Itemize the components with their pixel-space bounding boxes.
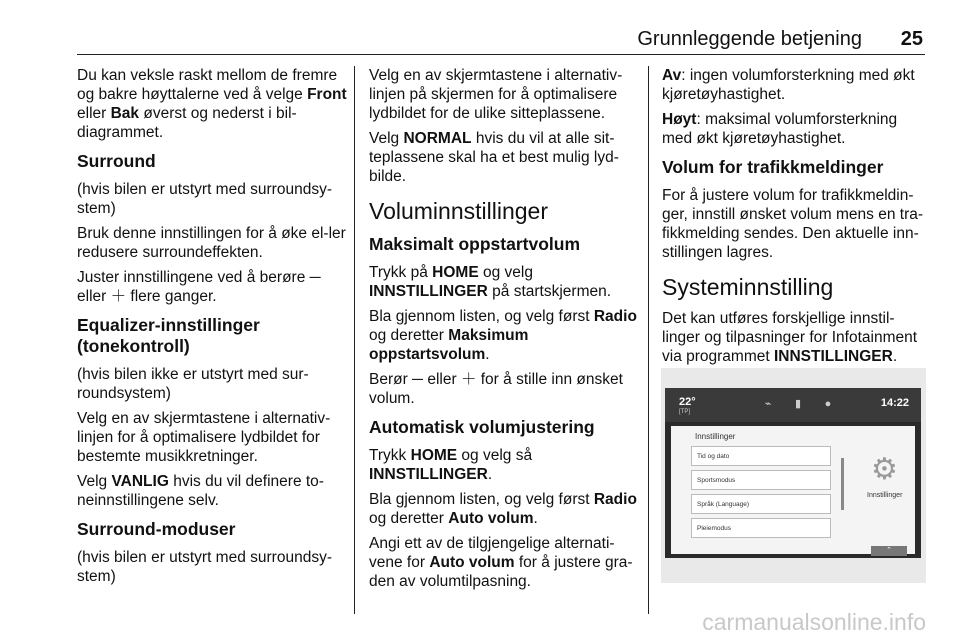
watermark: carmanualsonline.info <box>702 609 926 635</box>
paragraph-traffic: For å justere volum for trafikkmeldin-ger, innstill ønsket volum mens en tra-fikkmelding sendes. Den aktuelle inn-stillingen lagres. <box>662 187 924 261</box>
list-item: Sportsmodus <box>691 470 831 490</box>
paragraph-surround-effect: Bruk denne innstillingen for å øke el-ler redusere surroundeffekten. <box>77 225 346 261</box>
heading-system-settings: Systeminnstilling <box>662 274 834 300</box>
heading-volume-settings: Voluminnstillinger <box>369 198 548 224</box>
temperature-readout: 22° <box>679 396 696 408</box>
paragraph-auto-list: Bla gjennom listen, og velg først Radio og deretter Auto volum. <box>369 491 637 527</box>
header-rule <box>77 54 925 55</box>
column-divider-1 <box>354 66 355 614</box>
paragraph-eq-vanlig: Velg VANLIG hvis du vil definere to-neinnstillingene selv. <box>77 473 324 509</box>
gear-label: Innstillinger <box>867 492 903 499</box>
info-icon: ● <box>824 398 832 410</box>
paragraph-max-touch: Berør ─ eller ＋ for å stille inn ønsket volum. <box>369 371 623 407</box>
heading-surround: Surround <box>77 151 156 171</box>
list-item: Tid og dato <box>691 446 831 466</box>
panel-title: Innstillinger <box>695 432 736 441</box>
paragraph-surround-modes-condition: (hvis bilen er utstyrt med surroundsy-stem) <box>77 549 332 585</box>
gear-icon: ⚙ <box>871 453 898 486</box>
paragraph-normal: Velg NORMAL hvis du vil at alle sit-teplassene skal ha et best mulig lyd-bilde. <box>369 130 619 185</box>
clock-readout: 14:22 <box>880 397 909 409</box>
paragraph-eq-select: Velg en av skjermtastene i alternativ-linjen for å optimalisere lydbildet for bestemte musikkretninger. <box>77 410 331 465</box>
chevron-up-icon: ⌃ <box>871 546 907 556</box>
heading-traffic-volume: Volum for trafikkmeldinger <box>662 157 884 177</box>
paragraph-max-list: Bla gjennom listen, og velg først Radio og deretter Maksimum oppstartsvolum. <box>369 308 637 363</box>
page-number: 25 <box>900 28 923 50</box>
infotainment-screen <box>665 388 921 558</box>
nav-icon: ⌁ <box>764 398 772 410</box>
heading-surround-modes: Surround-moduser <box>77 519 236 539</box>
paragraph-surround-condition: (hvis bilen er utstyrt med surroundsy-stem) <box>77 181 332 217</box>
list-item: Språk (Language) <box>691 494 831 514</box>
column-divider-2 <box>648 66 649 614</box>
paragraph-front-rear: Du kan veksle raskt mellom de fremre og bakre høyttalerne ved å velge Front eller Bak øverst og nederst i bil-diagrammet. <box>77 67 347 141</box>
settings-panel <box>671 426 915 554</box>
paragraph-surround-adjust: Juster innstillingene ved å berøre ─ eller ＋ flere ganger. <box>77 269 321 305</box>
heading-auto-volume: Automatisk volumjustering <box>369 417 595 437</box>
heading-equalizer: Equalizer-innstillinger (tonekontroll) <box>77 315 260 356</box>
column-2 <box>369 66 639 597</box>
phone-icon: ▮ <box>794 398 802 410</box>
list-item: Pleiemodus <box>691 518 831 538</box>
tp-indicator: [TP] <box>679 409 691 415</box>
paragraph-system: Det kan utføres forskjellige innstil-linger og tilpasninger for Infotainment via programmet INNSTILLINGER. <box>662 310 918 365</box>
paragraph-auto-home: Trykk HOME og velg så INNSTILLINGER. <box>369 447 533 483</box>
column-3 <box>662 66 928 372</box>
screen-status-bar <box>665 388 921 422</box>
heading-max-startup-volume: Maksimalt oppstartvolum <box>369 234 581 254</box>
column-1 <box>77 66 347 592</box>
paragraph-av: Av: ingen volumforsterkning med økt kjøretøyhastighet. <box>662 67 915 103</box>
page-header-title: Grunnleggende betjening <box>637 28 862 50</box>
paragraph-seat-select: Velg en av skjermtastene i alternativ-linjen på skjermen for å optimalisere lydbildet for de ulike sitteplassene. <box>369 67 623 122</box>
paragraph-max-home: Trykk på HOME og velg INNSTILLINGER på startskjermen. <box>369 264 612 300</box>
paragraph-eq-condition: (hvis bilen ikke er utstyrt med sur-roundsystem) <box>77 366 309 402</box>
scrollbar <box>841 458 844 510</box>
paragraph-auto-options: Angi ett av de tilgjengelige alternati-vene for Auto volum for å justere gra-den av volumtilpasning. <box>369 535 633 590</box>
settings-screen-figure <box>661 368 926 583</box>
paragraph-hoyt: Høyt: maksimal volumforsterkning med økt kjøretøyhastighet. <box>662 111 898 147</box>
